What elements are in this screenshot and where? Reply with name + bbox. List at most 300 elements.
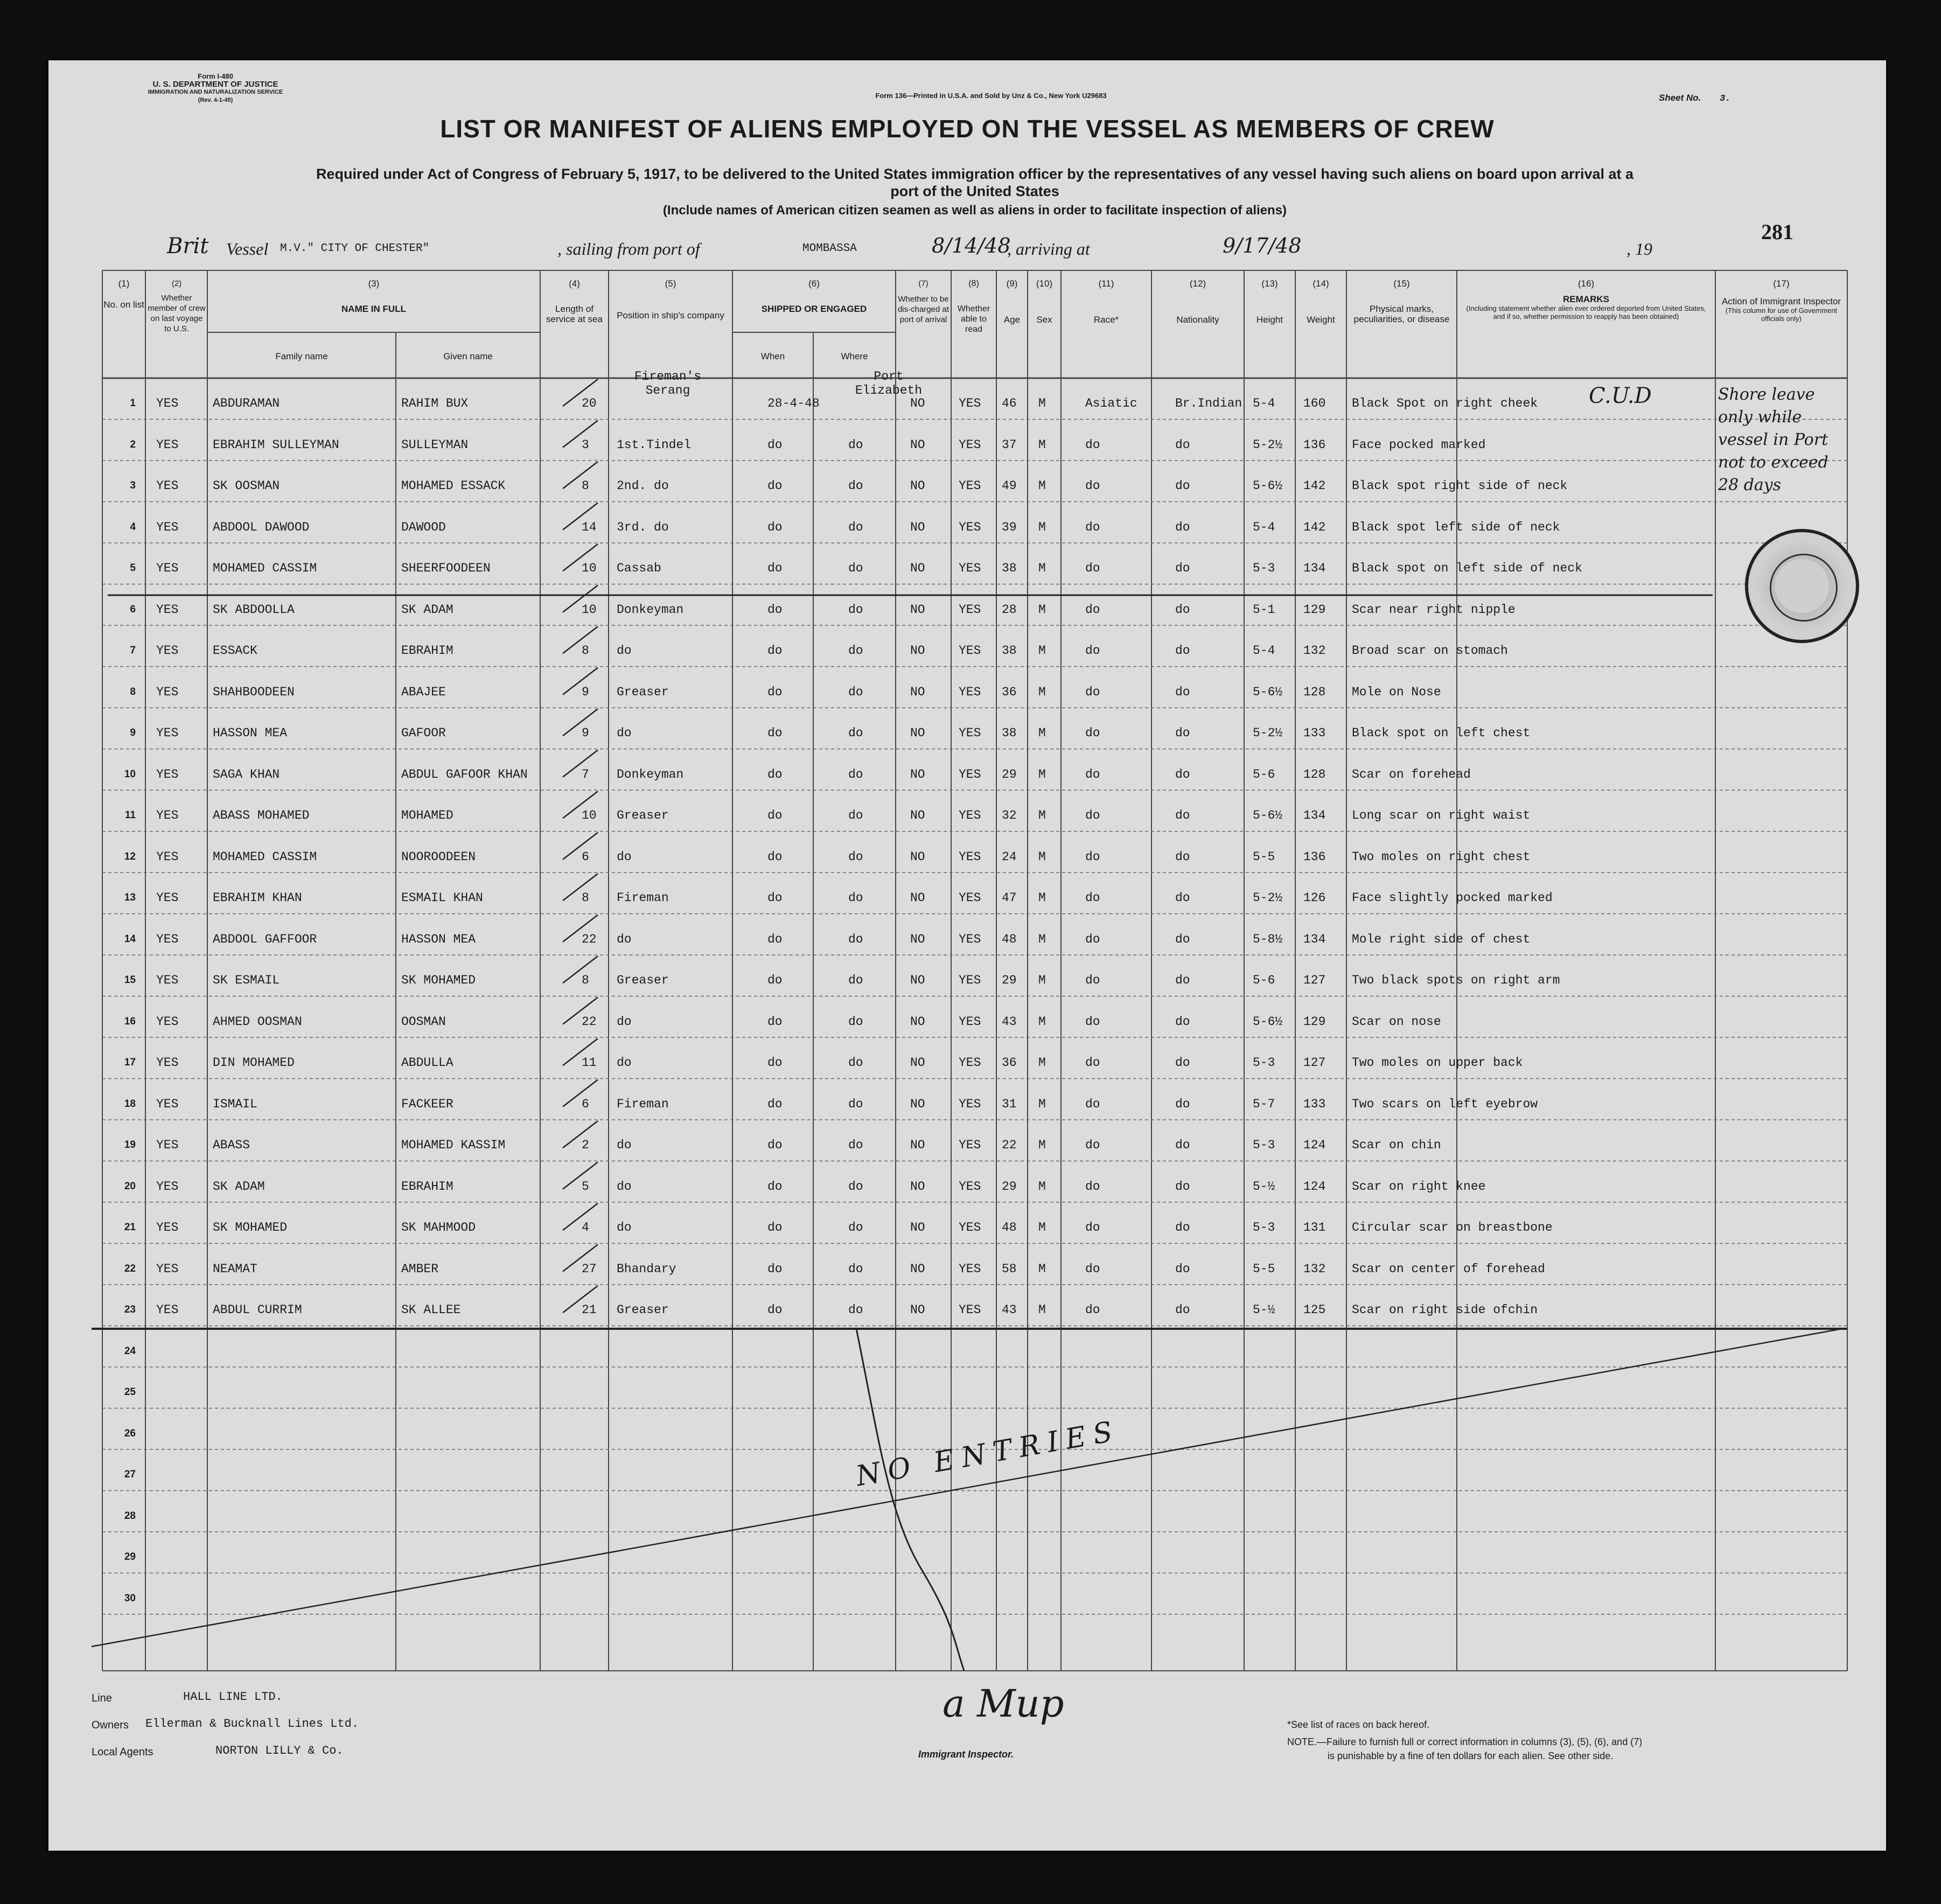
service-cell: 22 [582,1014,597,1029]
col-title: Age [1003,315,1021,325]
given-name-cell: SK ALLEE [401,1303,461,1317]
row-number: 23 [124,1304,136,1316]
position-cell: do [617,644,632,658]
service-cell: 22 [582,932,597,946]
row-number: 11 [124,810,136,821]
position-cell: do [617,932,632,946]
row-number: 5 [130,562,136,574]
when-cell: do [767,726,783,741]
service-cell: 10 [582,602,597,617]
col-header-race [1061,278,1151,325]
when-cell: do [767,1097,783,1111]
discharge-cell: NO [910,1179,925,1194]
crew-cell: YES [156,1179,179,1194]
height-cell: 5-2½ [1253,726,1283,741]
read-cell: YES [959,932,981,946]
service-name: IMMIGRATION AND NATURALIZATION SERVICE [148,89,283,95]
height-cell: 5-6 [1253,973,1275,988]
service-cell: 9 [582,685,589,699]
service-cell: 20 [582,396,597,411]
discharge-cell: NO [910,561,925,576]
when-cell: do [767,1179,783,1194]
where-cell: do [848,1220,863,1235]
family-name-cell: HASSON MEA [213,726,288,741]
weight-cell: 129 [1303,1014,1326,1029]
when-cell: do [767,520,783,534]
col-num: (11) [1098,278,1114,289]
nationality-cell: do [1175,808,1190,823]
family-name-cell: SHAHBOODEEN [213,685,295,699]
when-cell: do [767,1261,783,1276]
read-cell: YES [959,644,981,658]
arrival-date: 9/17/48 [1223,234,1302,257]
when-cell: do [767,644,783,658]
when-cell: do [767,602,783,617]
read-cell: YES [959,437,981,452]
where-cell: do [848,849,863,864]
race-cell: do [1085,479,1100,493]
crew-cell: YES [156,1097,179,1111]
physical-marks-cell: Scar on chin [1352,1138,1441,1153]
race-cell: do [1085,1014,1100,1029]
col-title: Whether to be dis-charged at port of arrival [897,295,949,324]
age-cell: 49 [1002,479,1017,493]
position-cell: do [617,1014,632,1029]
discharge-cell: NO [910,932,925,946]
given-name-cell: AMBER [401,1261,439,1276]
discharge-cell: NO [910,849,925,864]
nationality-cell: do [1175,932,1190,946]
col-title: Weight [1307,315,1335,325]
discharge-cell: NO [910,1097,925,1111]
when-cell: do [767,1014,783,1029]
sailing-date: 8/14/48 [932,234,1011,257]
service-cell: 6 [582,1097,589,1111]
crew-cell: YES [156,561,179,576]
col-header-read [951,278,996,334]
form-number: Form I-480 [198,72,233,80]
col-header-physical-marks [1346,278,1457,324]
age-cell: 37 [1002,437,1017,452]
where-cell: do [848,1097,863,1111]
read-cell: YES [959,1056,981,1070]
col-subtitle: (Including statement whether alien ever ordered deported from United States, and if so, whether permission to reapply has been obtained) [1466,304,1706,320]
family-name-cell: SAGA KHAN [213,767,280,782]
age-cell: 32 [1002,808,1017,823]
col-title: Length of service at sea [546,304,603,324]
height-cell: 5-7 [1253,1097,1275,1111]
crew-cell: YES [156,520,179,534]
crew-cell: YES [156,479,179,493]
position-cell: Donkeyman [617,767,684,782]
given-name-cell: SHEERFOODEEN [401,561,491,576]
discharge-cell: NO [910,396,925,411]
crew-cell: YES [156,602,179,617]
when-cell: do [767,437,783,452]
physical-marks-cell: Two moles on right chest [1352,849,1531,864]
height-cell: 5-2½ [1253,891,1283,905]
age-cell: 29 [1002,973,1017,988]
col-header-crew-member [146,278,207,334]
discharge-cell: NO [910,644,925,658]
col-header-family-name: Family name [275,351,328,361]
discharge-cell: NO [910,437,925,452]
physical-marks-cell: Two black spots on right arm [1352,973,1560,988]
inspector-label: Immigrant Inspector. [918,1749,1014,1760]
when-cell: do [767,685,783,699]
discharge-cell: NO [910,1138,925,1153]
line-value: HALL LINE LTD. [183,1690,283,1704]
read-cell: YES [959,1261,981,1276]
sex-cell: M [1038,932,1046,946]
sex-cell: M [1038,685,1046,699]
weight-cell: 142 [1303,520,1326,534]
service-cell: 3 [582,437,589,452]
read-cell: YES [959,602,981,617]
physical-marks-cell: Scar on forehead [1352,767,1471,782]
col-title: Physical marks, peculiarities, or disease [1353,304,1450,324]
weight-cell: 134 [1303,808,1326,823]
read-cell: YES [959,479,981,493]
subtitle-act: Required under Act of Congress of February 5, 1917, to be delivered to the United States immigration officer by the representatives of any vessel having such aliens on board upon arrival at a [316,166,1634,182]
height-cell: 5-4 [1253,520,1275,534]
weight-cell: 136 [1303,849,1326,864]
nationality-cell: do [1175,1261,1190,1276]
given-name-cell: MOHAMED ESSACK [401,479,506,493]
service-cell: 7 [582,767,589,782]
race-cell: do [1085,437,1100,452]
age-cell: 38 [1002,561,1017,576]
read-cell: YES [959,1179,981,1194]
family-name-cell: ABDOOL DAWOOD [213,520,310,534]
sex-cell: M [1038,726,1046,741]
service-cell: 21 [582,1303,597,1317]
service-cell: 11 [582,1056,597,1070]
sex-cell: M [1038,479,1046,493]
physical-marks-cell: Two scars on left eyebrow [1352,1097,1538,1111]
age-cell: 38 [1002,644,1017,658]
discharge-cell: NO [910,1303,925,1317]
position-cell: do [617,1179,632,1194]
position-cell: Greaser [617,685,669,699]
col-header-where: Where [841,351,868,361]
where-cell: do [848,602,863,617]
crew-cell: YES [156,1261,179,1276]
position-cell: Greaser [617,1303,669,1317]
when-cell: do [767,1138,783,1153]
where-cell: do [848,437,863,452]
service-cell: 9 [582,726,589,741]
when-cell: do [767,1220,783,1235]
nationality-cell: do [1175,1138,1190,1153]
height-cell: 5-6½ [1253,479,1283,493]
discharge-cell: NO [910,973,925,988]
col-num: (6) [808,278,820,289]
age-cell: 36 [1002,685,1017,699]
sex-cell: M [1038,1179,1046,1194]
height-cell: 5-3 [1253,561,1275,576]
where-cell: do [848,932,863,946]
weight-cell: 136 [1303,437,1326,452]
race-cell: do [1085,932,1100,946]
height-cell: 5-6½ [1253,685,1283,699]
family-name-cell: SK ABDOOLLA [213,602,295,617]
position-cell: do [617,1220,632,1235]
crew-cell: YES [156,1220,179,1235]
given-name-cell: ABAJEE [401,685,446,699]
col-num: (15) [1393,278,1410,289]
given-name-cell: MOHAMED KASSIM [401,1138,506,1153]
given-name-cell: HASSON MEA [401,932,476,946]
family-name-cell: SK MOHAMED [213,1220,288,1235]
family-name-cell: SK ADAM [213,1179,265,1194]
row-number: 22 [124,1263,136,1274]
race-cell: do [1085,1097,1100,1111]
family-name-cell: AHMED OOSMAN [213,1014,302,1029]
age-cell: 36 [1002,1056,1017,1070]
crew-cell: YES [156,437,179,452]
read-cell: YES [959,520,981,534]
weight-cell: 133 [1303,1097,1326,1111]
nationality-cell: do [1175,437,1190,452]
height-cell: 5-½ [1253,1303,1275,1317]
race-cell: Asiatic [1085,396,1137,411]
read-cell: YES [959,767,981,782]
given-name-cell: ABDUL GAFOOR KHAN [401,767,528,782]
read-cell: YES [959,396,981,411]
weight-cell: 133 [1303,726,1326,741]
crew-cell: YES [156,644,179,658]
family-name-cell: ABASS [213,1138,250,1153]
family-name-cell: DIN MOHAMED [213,1056,295,1070]
nationality-cell: do [1175,1014,1190,1029]
nationality-cell: do [1175,602,1190,617]
crew-cell: YES [156,1303,179,1317]
col-num: (1) [118,278,130,289]
height-cell: 5-3 [1253,1056,1275,1070]
crew-cell: YES [156,932,179,946]
discharge-cell: NO [910,602,925,617]
nationality-cell: do [1175,973,1190,988]
race-note: *See list of races on back hereof. [1287,1719,1430,1730]
discharge-cell: NO [910,891,925,905]
service-cell: 2 [582,1138,589,1153]
height-cell: 5-1 [1253,602,1275,617]
age-cell: 46 [1002,396,1017,411]
position-cell: Cassab [617,561,661,576]
height-cell: 5-2½ [1253,437,1283,452]
nationality-cell: do [1175,1056,1190,1070]
where-cell: do [848,726,863,741]
physical-marks-cell: Circular scar on breastbone [1352,1220,1553,1235]
age-cell: 48 [1002,1220,1017,1235]
sex-cell: M [1038,1261,1046,1276]
sex-cell: M [1038,561,1046,576]
given-name-cell: FACKEER [401,1097,453,1111]
read-cell: YES [959,808,981,823]
race-cell: do [1085,1056,1100,1070]
height-cell: 5-6½ [1253,1014,1283,1029]
when-cell: do [767,767,783,782]
service-cell: 6 [582,849,589,864]
sex-cell: M [1038,891,1046,905]
row-number: 9 [130,727,136,739]
row-number: 14 [124,933,136,945]
when-cell: do [767,561,783,576]
row-number: 15 [124,974,136,986]
family-name-cell: SK ESMAIL [213,973,280,988]
agents-label: Local Agents [92,1746,153,1758]
col-num: (7) [918,279,928,288]
physical-marks-cell: Broad scar on stomach [1352,644,1508,658]
race-cell: do [1085,1303,1100,1317]
when-cell: do [767,932,783,946]
col-header-discharge [896,278,951,325]
sex-cell: M [1038,973,1046,988]
document-title: LIST OR MANIFEST OF ALIENS EMPLOYED ON THE VESSEL AS MEMBERS OF CREW [440,115,1495,143]
race-cell: do [1085,1261,1100,1276]
sailing-port: MOMBASSA [802,242,857,255]
discharge-cell: NO [910,1014,925,1029]
row-number: 8 [130,686,136,698]
col-header-when: When [760,351,785,361]
family-name-cell: MOHAMED CASSIM [213,849,317,864]
weight-cell: 134 [1303,561,1326,576]
family-name-cell: EBRAHIM KHAN [213,891,302,905]
position-cell: do [617,726,632,741]
weight-cell: 132 [1303,1261,1326,1276]
col-title: NAME IN FULL [341,304,406,314]
col-header-nationality [1151,278,1244,325]
family-name-cell: ESSACK [213,644,257,658]
read-cell: YES [959,726,981,741]
crew-cell: YES [156,726,179,741]
age-cell: 28 [1002,602,1017,617]
read-cell: YES [959,973,981,988]
physical-marks-cell: Scar on right knee [1352,1179,1486,1194]
where-cell: do [848,685,863,699]
race-cell: do [1085,685,1100,699]
nationality-cell: do [1175,1179,1190,1194]
weight-cell: 128 [1303,685,1326,699]
empty-row-number: 30 [124,1592,136,1604]
crew-cell: YES [156,767,179,782]
family-name-cell: ABASS MOHAMED [213,808,310,823]
discharge-cell: NO [910,1261,925,1276]
sex-cell: M [1038,1303,1046,1317]
inspector-note: Shore leave only while vessel in Port not to exceed 28 days [1718,385,1828,494]
col-header-age [996,278,1028,325]
given-name-cell: DAWOOD [401,520,446,534]
service-cell: 8 [582,644,589,658]
col-num: (2) [171,279,182,288]
family-name-cell: MOHAMED CASSIM [213,561,317,576]
physical-marks-cell: Face slightly pocked marked [1352,891,1553,905]
position-cell: Greaser [617,808,669,823]
col-num: (5) [665,278,676,289]
nationality-cell: do [1175,726,1190,741]
weight-cell: 134 [1303,932,1326,946]
sex-cell: M [1038,1014,1046,1029]
age-cell: 31 [1002,1097,1017,1111]
nationality-cell: do [1175,1097,1190,1111]
row-number: 13 [124,892,136,904]
given-name-cell: ABDULLA [401,1056,453,1070]
weight-cell: 128 [1303,767,1326,782]
read-cell: YES [959,1220,981,1235]
nationality-cell: do [1175,685,1190,699]
nationality-cell: do [1175,520,1190,534]
discharge-cell: NO [910,808,925,823]
empty-row-number: 24 [124,1345,136,1357]
service-cell: 8 [582,973,589,988]
position-cell: Bhandary [617,1261,676,1276]
read-cell: YES [959,1097,981,1111]
race-cell: do [1085,644,1100,658]
discharge-cell: NO [910,767,925,782]
sex-cell: M [1038,1138,1046,1153]
empty-row-number: 28 [124,1510,136,1522]
penalty-note-2: is punishable by a fine of ten dollars for each alien. See other side. [1328,1750,1614,1761]
discharge-cell: NO [910,479,925,493]
age-cell: 38 [1002,726,1017,741]
empty-row-number: 29 [124,1551,136,1563]
where-cell: do [848,644,863,658]
physical-marks-cell: Black spot right side of neck [1352,479,1568,493]
read-cell: YES [959,1138,981,1153]
row-number: 6 [130,603,136,615]
col-title: Nationality [1176,315,1219,325]
col-num: (8) [968,279,979,288]
discharge-cell: NO [910,1056,925,1070]
physical-marks-cell: Long scar on right waist [1352,808,1531,823]
given-name-cell: NOOROODEEN [401,849,476,864]
vessel-name: M.V." CITY OF CHESTER" [280,242,430,255]
where-cell: do [848,1138,863,1153]
read-cell: YES [959,1303,981,1317]
where-cell: do [848,973,863,988]
vessel-prefix-handwritten: Brit [167,234,209,259]
col-num: (4) [569,278,580,289]
race-cell: do [1085,973,1100,988]
service-cell: 27 [582,1261,597,1276]
nationality-cell: do [1175,561,1190,576]
position-cell: Greaser [617,973,669,988]
crew-cell: YES [156,396,179,411]
where-cell: do [848,1014,863,1029]
crew-cell: YES [156,849,179,864]
weight-cell: 132 [1303,644,1326,658]
col-title: Whether able to read [957,304,990,334]
weight-cell: 160 [1303,396,1326,411]
physical-marks-cell: Black spot on left side of neck [1352,561,1582,576]
where-cell: do [848,1056,863,1070]
col-num: (14) [1312,278,1329,289]
weight-cell: 129 [1303,602,1326,617]
discharge-cell: NO [910,726,925,741]
discharge-cell: NO [910,685,925,699]
service-cell: 4 [582,1220,589,1235]
height-cell: 5-½ [1253,1179,1275,1194]
stamp-seal [1770,554,1838,622]
col-title: Race* [1093,315,1119,325]
discharge-cell: NO [910,1220,925,1235]
given-name-cell: EBRAHIM [401,644,453,658]
line-label: Line [92,1692,112,1704]
nationality-cell: do [1175,891,1190,905]
physical-marks-cell: Face pocked marked [1352,437,1486,452]
race-cell: do [1085,1138,1100,1153]
